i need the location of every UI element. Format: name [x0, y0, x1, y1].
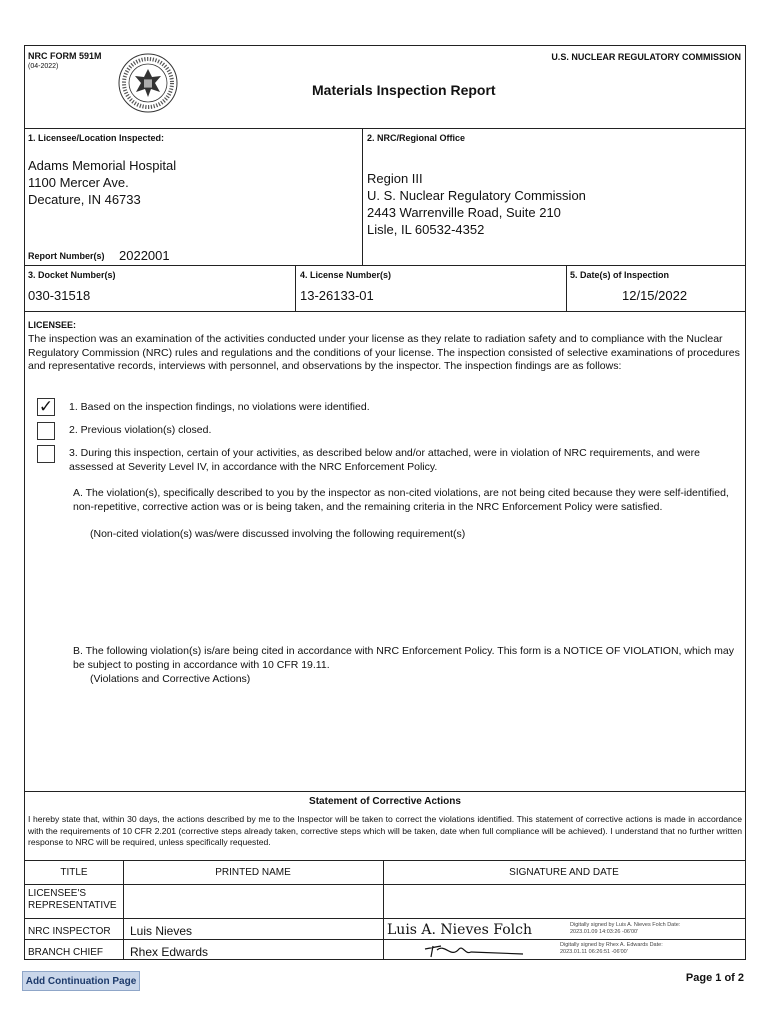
- finding-2-checkbox[interactable]: [37, 422, 55, 440]
- office-line: 2443 Warrenville Road, Suite 210: [367, 205, 561, 220]
- inspector-signature[interactable]: Luis A. Nieves Folch: [387, 922, 532, 938]
- licensee-rep-signature-field[interactable]: [385, 886, 741, 916]
- row-title: NRC INSPECTOR: [28, 926, 111, 937]
- col-signature-date: SIGNATURE AND DATE: [509, 867, 619, 878]
- form-date: (04-2022): [28, 63, 59, 70]
- licensee-address: [28, 157, 176, 208]
- finding-2-text: 2. Previous violation(s) closed.: [69, 424, 212, 436]
- col-title: TITLE: [60, 867, 88, 878]
- inspection-date[interactable]: 12/15/2022: [622, 288, 688, 303]
- page-title: Materials Inspection Report: [312, 82, 496, 98]
- inspector-name[interactable]: Luis Nieves: [130, 924, 193, 938]
- licensee-line: Decature, IN 46733: [28, 192, 141, 207]
- finding-3-checkbox[interactable]: [37, 445, 55, 463]
- docket-label: 3. Docket Number(s): [28, 270, 116, 280]
- license-number[interactable]: 13-26133-01: [300, 288, 374, 303]
- office-line: Lisle, IL 60532-4352: [367, 222, 485, 237]
- agency-name: U.S. NUCLEAR REGULATORY COMMISSION: [551, 52, 741, 62]
- sub-b-violations: (Violations and Corrective Actions): [90, 673, 251, 685]
- sub-a-requirements: (Non-cited violation(s) was/were discussed involving the following requirement(s): [90, 528, 466, 540]
- non-cited-entry-field[interactable]: [85, 546, 735, 638]
- report-number[interactable]: 2022001: [119, 248, 170, 263]
- office-label: 2. NRC/Regional Office: [367, 133, 466, 143]
- statement-text: I hereby state that, within 30 days, the actions described by me to the Inspector will be taken to correct the violations identified. This statement of corrective actions is made in accordance with the requirements of 10 CFR 2.201 (corrective steps already taken, corrective steps which will be taken, date when full compliance will be achieved). I understand that no further written response to NRC will be required, unless specifically requested.: [28, 814, 742, 847]
- nrc-seal-icon: [117, 52, 179, 114]
- licensee-rep-name-field[interactable]: [125, 886, 381, 916]
- branch-chief-digital-stamp: Digitally signed by Rhex A. Edwards Date: 2023.01.11 06:26:51 -06'00': [560, 942, 663, 955]
- inspector-digital-stamp: Digitally signed by Luis A. Nieves Folch Date: 2023.01.09 14:03:26 -06'00': [570, 922, 681, 935]
- page-number: Page 1 of 2: [685, 972, 744, 984]
- violations-entry-field[interactable]: [85, 691, 735, 786]
- office-line: Region III: [367, 171, 423, 186]
- row-title: LICENSEE'S REPRESENTATIVE: [28, 888, 117, 911]
- finding-1-text: 1. Based on the inspection findings, no violations were identified.: [69, 401, 370, 413]
- licensee-line: Adams Memorial Hospital: [28, 158, 177, 173]
- licensee-line: 1100 Mercer Ave.: [28, 175, 129, 190]
- inspection-form: [24, 45, 746, 960]
- statement-heading: Statement of Corrective Actions: [309, 796, 461, 807]
- sub-b-text: B. The following violation(s) is/are being cited in accordance with NRC Enforcement Policy. This form is a NOTICE OF VIOLATION, which may be subject to posting in accordance with 10 CFR 19.11.: [73, 645, 734, 671]
- col-printed-name: PRINTED NAME: [215, 867, 291, 878]
- branch-chief-signature[interactable]: [417, 941, 527, 961]
- office-line: U. S. Nuclear Regulatory Commission: [367, 188, 586, 203]
- form-id: NRC FORM 591M: [28, 51, 102, 61]
- docket-number[interactable]: 030-31518: [28, 288, 91, 303]
- intro-text: The inspection was an examination of the activities conducted under your license as they relate to radiation safety and to compliance with the Nuclear Regulatory Commission (NRC) rules and regulations and the conditions of your license. The inspection consisted of selective examinations of procedures and representative records, interviews with personnel, and observations by the inspector. The inspection findings are as follows:: [28, 333, 740, 372]
- date-label: 5. Date(s) of Inspection: [570, 270, 670, 280]
- sub-a-text: A. The violation(s), specifically described to you by the inspector as non-cited violations, are not being cited because they were self-identified, non-repetitive, corrective action was or is being taken, and the remaining criteria in the NRC Enforcement Policy were satisfied.: [73, 487, 729, 513]
- office-address: [367, 170, 586, 238]
- finding-1-checkbox[interactable]: ✓: [38, 397, 54, 416]
- add-continuation-page-button[interactable]: Add Continuation Page: [22, 971, 140, 991]
- licensee-heading: LICENSEE:: [28, 320, 77, 330]
- report-number-label: Report Number(s): [28, 251, 105, 261]
- row-title: BRANCH CHIEF: [28, 947, 104, 958]
- finding-3-text: 3. During this inspection, certain of your activities, as described below and/or attached, were in violation of NRC requirements, and were assessed at Severity Level IV, in accordance with the NRC Enforcement Policy.: [69, 447, 700, 473]
- license-label: 4. License Number(s): [300, 270, 392, 280]
- licensee-label: 1. Licensee/Location Inspected:: [28, 133, 165, 143]
- branch-chief-name[interactable]: Rhex Edwards: [130, 945, 209, 959]
